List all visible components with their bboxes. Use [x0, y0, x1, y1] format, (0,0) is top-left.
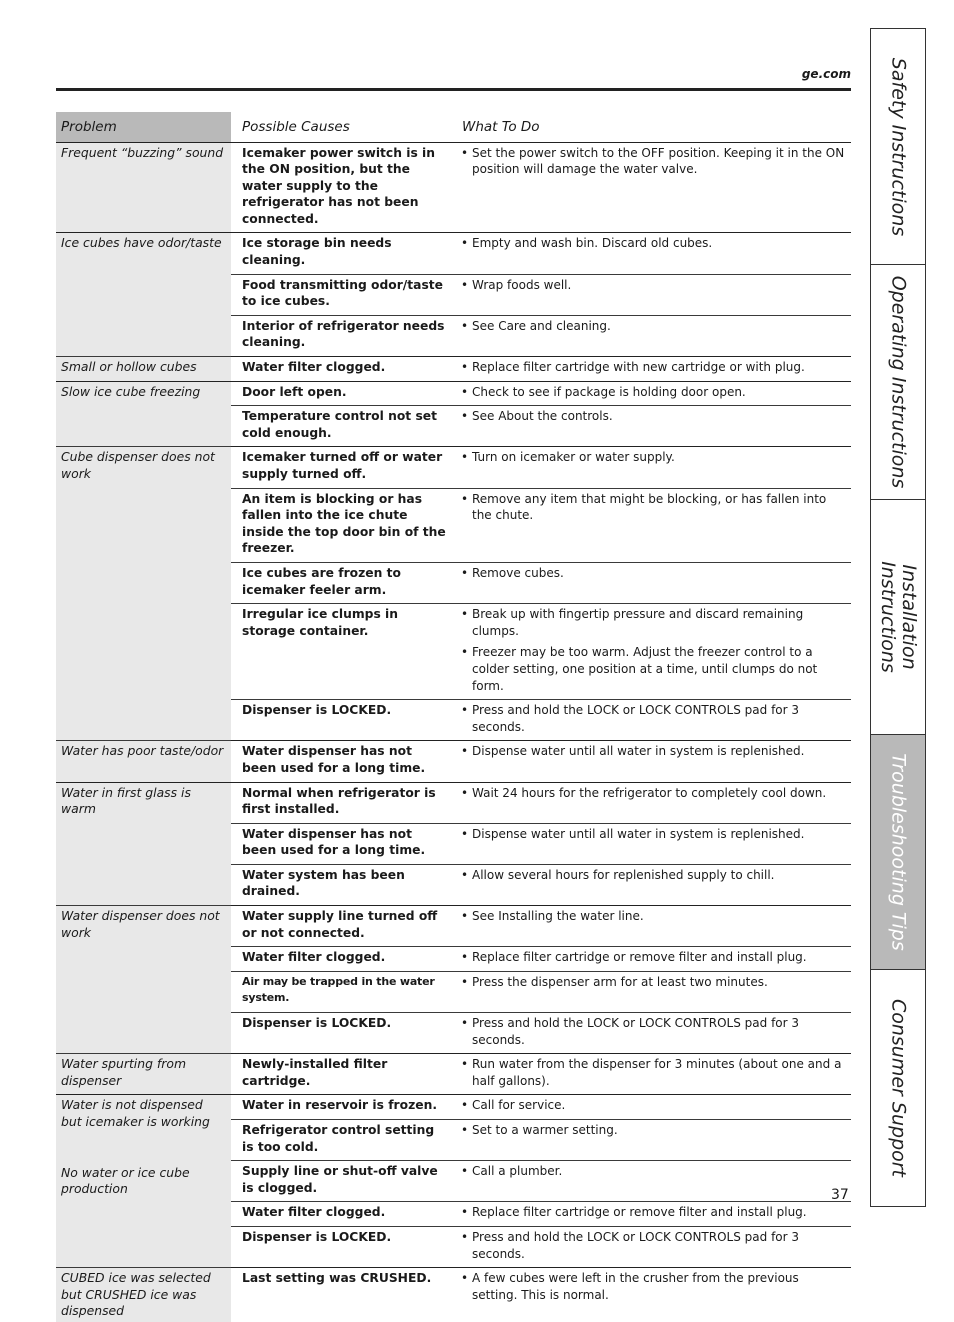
cause-cell: Ice storage bin needs cleaning.: [231, 233, 453, 274]
bullet-item: [461, 826, 847, 843]
problem-cell: [56, 1095, 231, 1268]
cause-cell: Supply line or shut-off valve is clogged.: [231, 1161, 453, 1202]
bullet-icon: •: [461, 1057, 469, 1072]
cause-cell: Temperature control not set cold enough.: [231, 406, 453, 447]
what-to-do-cell: [453, 741, 851, 782]
bullet-text: Press and hold the LOCK or LOCK CONTROLS pad for 3 seconds.: [472, 703, 800, 734]
problem-text: Ice cubes have odor/taste: [61, 235, 222, 251]
bullet-icon: •: [461, 1098, 469, 1113]
problem-text: Cube dispenser does not work: [61, 449, 215, 481]
table-row: [56, 233, 851, 274]
bullet-icon: •: [461, 909, 469, 924]
tab-safety-instructions[interactable]: [870, 28, 926, 265]
what-to-do-cell: [453, 971, 851, 1012]
bullet-text: See Care and cleaning.: [472, 318, 611, 333]
cause-cell: Icemaker turned off or water supply turned off.: [231, 447, 453, 488]
cause-cell: Water in reservoir is frozen.: [231, 1095, 453, 1120]
bullet-text: Empty and wash bin. Discard old cubes.: [472, 236, 713, 251]
bullet-icon: •: [461, 384, 469, 399]
bullet-icon: •: [461, 409, 469, 424]
bullet-text: See Installing the water line.: [472, 909, 644, 924]
problem-text: Water is not dispensed but icemaker is working: [61, 1097, 210, 1129]
bullet-text: Dispense water until all water in system is replenished.: [472, 826, 805, 841]
table-row: [56, 357, 851, 382]
bullet-text: Set to a warmer setting.: [472, 1123, 618, 1137]
what-to-do-cell: [453, 1226, 851, 1267]
tab-label: Installation Instructions: [877, 561, 920, 673]
cause-cell: Water system has been drained.: [231, 864, 453, 905]
header-what-to-do: What To Do: [453, 112, 851, 142]
bullet-icon: •: [461, 491, 469, 506]
table-row: [56, 782, 851, 823]
what-to-do-cell: [453, 823, 851, 864]
bullet-item: [461, 974, 847, 991]
bullet-icon: •: [461, 744, 469, 759]
bullet-text: Dispense water until all water in system is replenished.: [472, 744, 805, 759]
table-row: [56, 741, 851, 782]
cause-cell: Water dispenser has not been used for a long time.: [231, 741, 453, 782]
cause-cell: Water supply line turned off or not connected.: [231, 906, 453, 947]
what-to-do-cell: [453, 357, 851, 382]
bullet-text: Call a plumber.: [472, 1164, 563, 1179]
problem-cell: [56, 906, 231, 1054]
bullet-icon: •: [461, 1229, 469, 1244]
troubleshooting-table: [56, 112, 851, 1322]
bullet-text: Run water from the dispenser for 3 minutes (about one and a half gallons).: [472, 1057, 842, 1088]
what-to-do-cell: [453, 562, 851, 603]
header-problem: Problem: [56, 112, 231, 142]
tab-troubleshooting-tips[interactable]: [870, 734, 926, 970]
bullet-icon: •: [461, 1164, 469, 1179]
bullet-text: Remove cubes.: [472, 565, 564, 580]
what-to-do-cell: [453, 782, 851, 823]
bullet-icon: •: [461, 645, 469, 660]
page-number: 37: [831, 1187, 849, 1203]
bullet-icon: •: [461, 277, 469, 292]
cause-cell: Icemaker power switch is in the ON position, but the water supply to the refrigerator has not been connected.: [231, 142, 453, 233]
what-to-do-cell: [453, 233, 851, 274]
what-to-do-cell: [453, 700, 851, 741]
table-row: [56, 447, 851, 488]
table-row: [56, 906, 851, 947]
problem-text: Water has poor taste/odor: [61, 743, 224, 759]
cause-cell: Food transmitting odor/taste to ice cubes.: [231, 274, 453, 315]
cause-cell: Water filter clogged.: [231, 947, 453, 972]
bullet-item: [461, 949, 847, 966]
cause-cell: An item is blocking or has fallen into the ice chute inside the top door bin of the freezer.: [231, 488, 453, 562]
problem-cell: [56, 233, 231, 357]
cause-cell: Normal when refrigerator is first installed.: [231, 782, 453, 823]
cause-cell: Last setting was CRUSHED.: [242, 1271, 432, 1286]
bullet-item: [461, 1056, 847, 1089]
problem-text: Water spurting from dispenser: [61, 1056, 187, 1088]
bullet-item: [461, 785, 847, 802]
bullet-text: Turn on icemaker or water supply.: [472, 450, 675, 465]
cause-cell: Interior of refrigerator needs cleaning.: [231, 315, 453, 356]
bullet-item: [461, 565, 847, 582]
what-to-do-cell: [453, 864, 851, 905]
what-to-do-cell: [453, 1268, 851, 1322]
what-to-do-cell: [453, 142, 851, 233]
table-row: [56, 381, 851, 406]
cause-cell: Dispenser is LOCKED.: [231, 700, 453, 741]
problem-cell: [56, 741, 231, 782]
problem-text: CUBED ice was selected but CRUSHED ice was dispensed: [61, 1270, 211, 1319]
problem-text: Water in first glass is warm: [61, 784, 191, 817]
bullet-icon: •: [461, 145, 469, 160]
tab-installation-instructions[interactable]: [870, 499, 926, 735]
table-header-row: [56, 112, 851, 142]
tab-label: Operating Instructions: [887, 275, 910, 489]
bullet-text: Wrap foods well.: [472, 277, 572, 292]
problem-cell: [56, 357, 231, 382]
bullet-text: Wait 24 hours for the refrigerator to completely cool down.: [472, 785, 827, 800]
tab-operating-instructions[interactable]: [870, 264, 926, 500]
bullet-text: Replace filter cartridge or remove filter and install plug.: [472, 1205, 807, 1220]
bullet-item: [461, 1015, 847, 1048]
table-row: [56, 1054, 851, 1095]
bullet-item: [461, 1229, 847, 1262]
bullet-text: Call for service.: [472, 1098, 566, 1113]
table-body: [56, 142, 851, 1322]
bullet-item: [461, 359, 847, 376]
table-row: [56, 142, 851, 233]
bullet-item: [461, 606, 847, 639]
problem-text: Slow ice cube freezing: [61, 383, 201, 399]
bullet-text: Press the dispenser arm for at least two minutes.: [472, 974, 768, 989]
bullet-text: Replace filter cartridge or remove filter and install plug.: [472, 950, 807, 965]
bullet-text: See About the controls.: [472, 409, 613, 424]
what-to-do-cell: [453, 447, 851, 488]
bullet-item: [461, 145, 847, 178]
bullet-text: Break up with fingertip pressure and discard remaining clumps.: [472, 607, 804, 638]
what-to-do-cell: [453, 315, 851, 356]
what-to-do-cell: [453, 381, 851, 406]
bullet-icon: •: [461, 607, 469, 622]
tab-label: Safety Instructions: [887, 57, 910, 236]
what-to-do-cell: [453, 406, 851, 447]
bullet-icon: •: [461, 318, 469, 333]
cause-cell: Water filter clogged.: [231, 357, 453, 382]
what-to-do-cell: [453, 604, 851, 700]
what-to-do-cell: [453, 1013, 851, 1054]
bullet-text: A few cubes were left in the crusher from the previous setting. This is normal.: [472, 1271, 799, 1302]
bullet-item: [461, 1163, 847, 1180]
cause-cell: Dispenser is LOCKED.: [231, 1226, 453, 1267]
bullet-icon: •: [461, 867, 469, 882]
bullet-item: [461, 702, 847, 735]
bullet-text: Allow several hours for replenished supply to chill.: [472, 867, 775, 882]
bullet-text: Set the power switch to the OFF position. Keeping it in the ON position will damage the water valve.: [472, 145, 845, 177]
problem-text: Water dispenser does not work: [61, 908, 220, 940]
problem-text: No water or ice cube production: [61, 1164, 190, 1197]
bullet-icon: •: [461, 826, 469, 841]
cause-cell: Air may be trapped in the water system.: [231, 971, 453, 1012]
cause-cell: Ice cubes are frozen to icemaker feeler arm.: [231, 562, 453, 603]
problem-cell: [56, 1268, 231, 1322]
bullet-text: Check to see if package is holding door open.: [472, 384, 746, 399]
cause-cell: Refrigerator control setting is too cold.: [231, 1120, 453, 1161]
problem-cell: [56, 142, 231, 233]
bullet-icon: •: [461, 565, 469, 580]
cause-cell: Water filter clogged.: [231, 1202, 453, 1227]
cause-cell: Newly-installed filter cartridge.: [231, 1054, 453, 1095]
bullet-text: Press and hold the LOCK or LOCK CONTROLS pad for 3 seconds.: [472, 1229, 800, 1261]
what-to-do-cell: [453, 1161, 851, 1202]
bullet-item: [461, 1122, 847, 1139]
bullet-icon: •: [461, 450, 469, 465]
problem-cell: [56, 381, 231, 447]
tab-consumer-support[interactable]: [870, 969, 926, 1207]
bullet-item: [461, 449, 847, 466]
table-row: [56, 1268, 851, 1322]
problem-cell: [56, 447, 231, 741]
bullet-item: [461, 318, 847, 335]
bullet-item: [461, 1097, 847, 1114]
what-to-do-cell: [453, 274, 851, 315]
bullet-item: [461, 1204, 847, 1221]
what-to-do-cell: [453, 1054, 851, 1095]
header-possible-causes: Possible Causes: [231, 112, 453, 142]
what-to-do-cell: [453, 906, 851, 947]
what-to-do-cell: [453, 488, 851, 562]
bullet-item: [461, 1270, 847, 1303]
bullet-icon: •: [461, 1123, 469, 1137]
bullet-icon: •: [461, 1016, 469, 1031]
bullet-icon: •: [461, 1205, 469, 1220]
what-to-do-cell: [453, 1202, 851, 1227]
cause-cell: Door left open.: [231, 381, 453, 406]
table-row: [56, 1095, 851, 1120]
bullet-icon: •: [461, 703, 469, 718]
bullet-icon: •: [461, 236, 469, 251]
what-to-do-cell: [453, 1095, 851, 1120]
bullet-item: [461, 491, 847, 524]
bullet-icon: •: [461, 1271, 469, 1286]
bullet-item: [461, 384, 847, 401]
bullet-item: [461, 235, 847, 252]
cause-cell: Water dispenser has not been used for a long time.: [231, 823, 453, 864]
problem-text: Small or hollow cubes: [61, 359, 197, 375]
tab-label: Troubleshooting Tips: [887, 753, 910, 951]
bullet-item: [461, 644, 847, 694]
what-to-do-cell: [453, 947, 851, 972]
problem-cell: [56, 782, 231, 906]
bullet-item: [461, 867, 847, 884]
bullet-text: Freezer may be too warm. Adjust the freezer control to a colder setting, one position at a time, until clumps do not form.: [472, 645, 818, 693]
what-to-do-cell: [453, 1120, 851, 1161]
problem-cell: [56, 1054, 231, 1095]
cause-cell: Dispenser is LOCKED.: [231, 1013, 453, 1054]
bullet-icon: •: [461, 974, 469, 989]
bullet-item: [461, 743, 847, 760]
bullet-icon: •: [461, 360, 469, 375]
bullet-item: [461, 908, 847, 925]
bullet-icon: •: [461, 785, 469, 800]
bullet-item: [461, 408, 847, 425]
bullet-text: Press and hold the LOCK or LOCK CONTROLS pad for 3 seconds.: [472, 1016, 800, 1047]
tab-label: Consumer Support: [887, 998, 910, 1178]
site-url: ge.com: [801, 67, 851, 81]
bullet-text: Remove any item that might be blocking, or has fallen into the chute.: [472, 491, 827, 523]
problem-text: Frequent “buzzing” sound: [61, 144, 224, 160]
cause-cell: Irregular ice clumps in storage container.: [231, 604, 453, 700]
header-rule: [56, 88, 851, 91]
section-tabs: [870, 28, 926, 1207]
bullet-text: Replace filter cartridge with new cartridge or with plug.: [472, 360, 805, 375]
bullet-icon: •: [461, 950, 469, 965]
bullet-item: [461, 277, 847, 294]
